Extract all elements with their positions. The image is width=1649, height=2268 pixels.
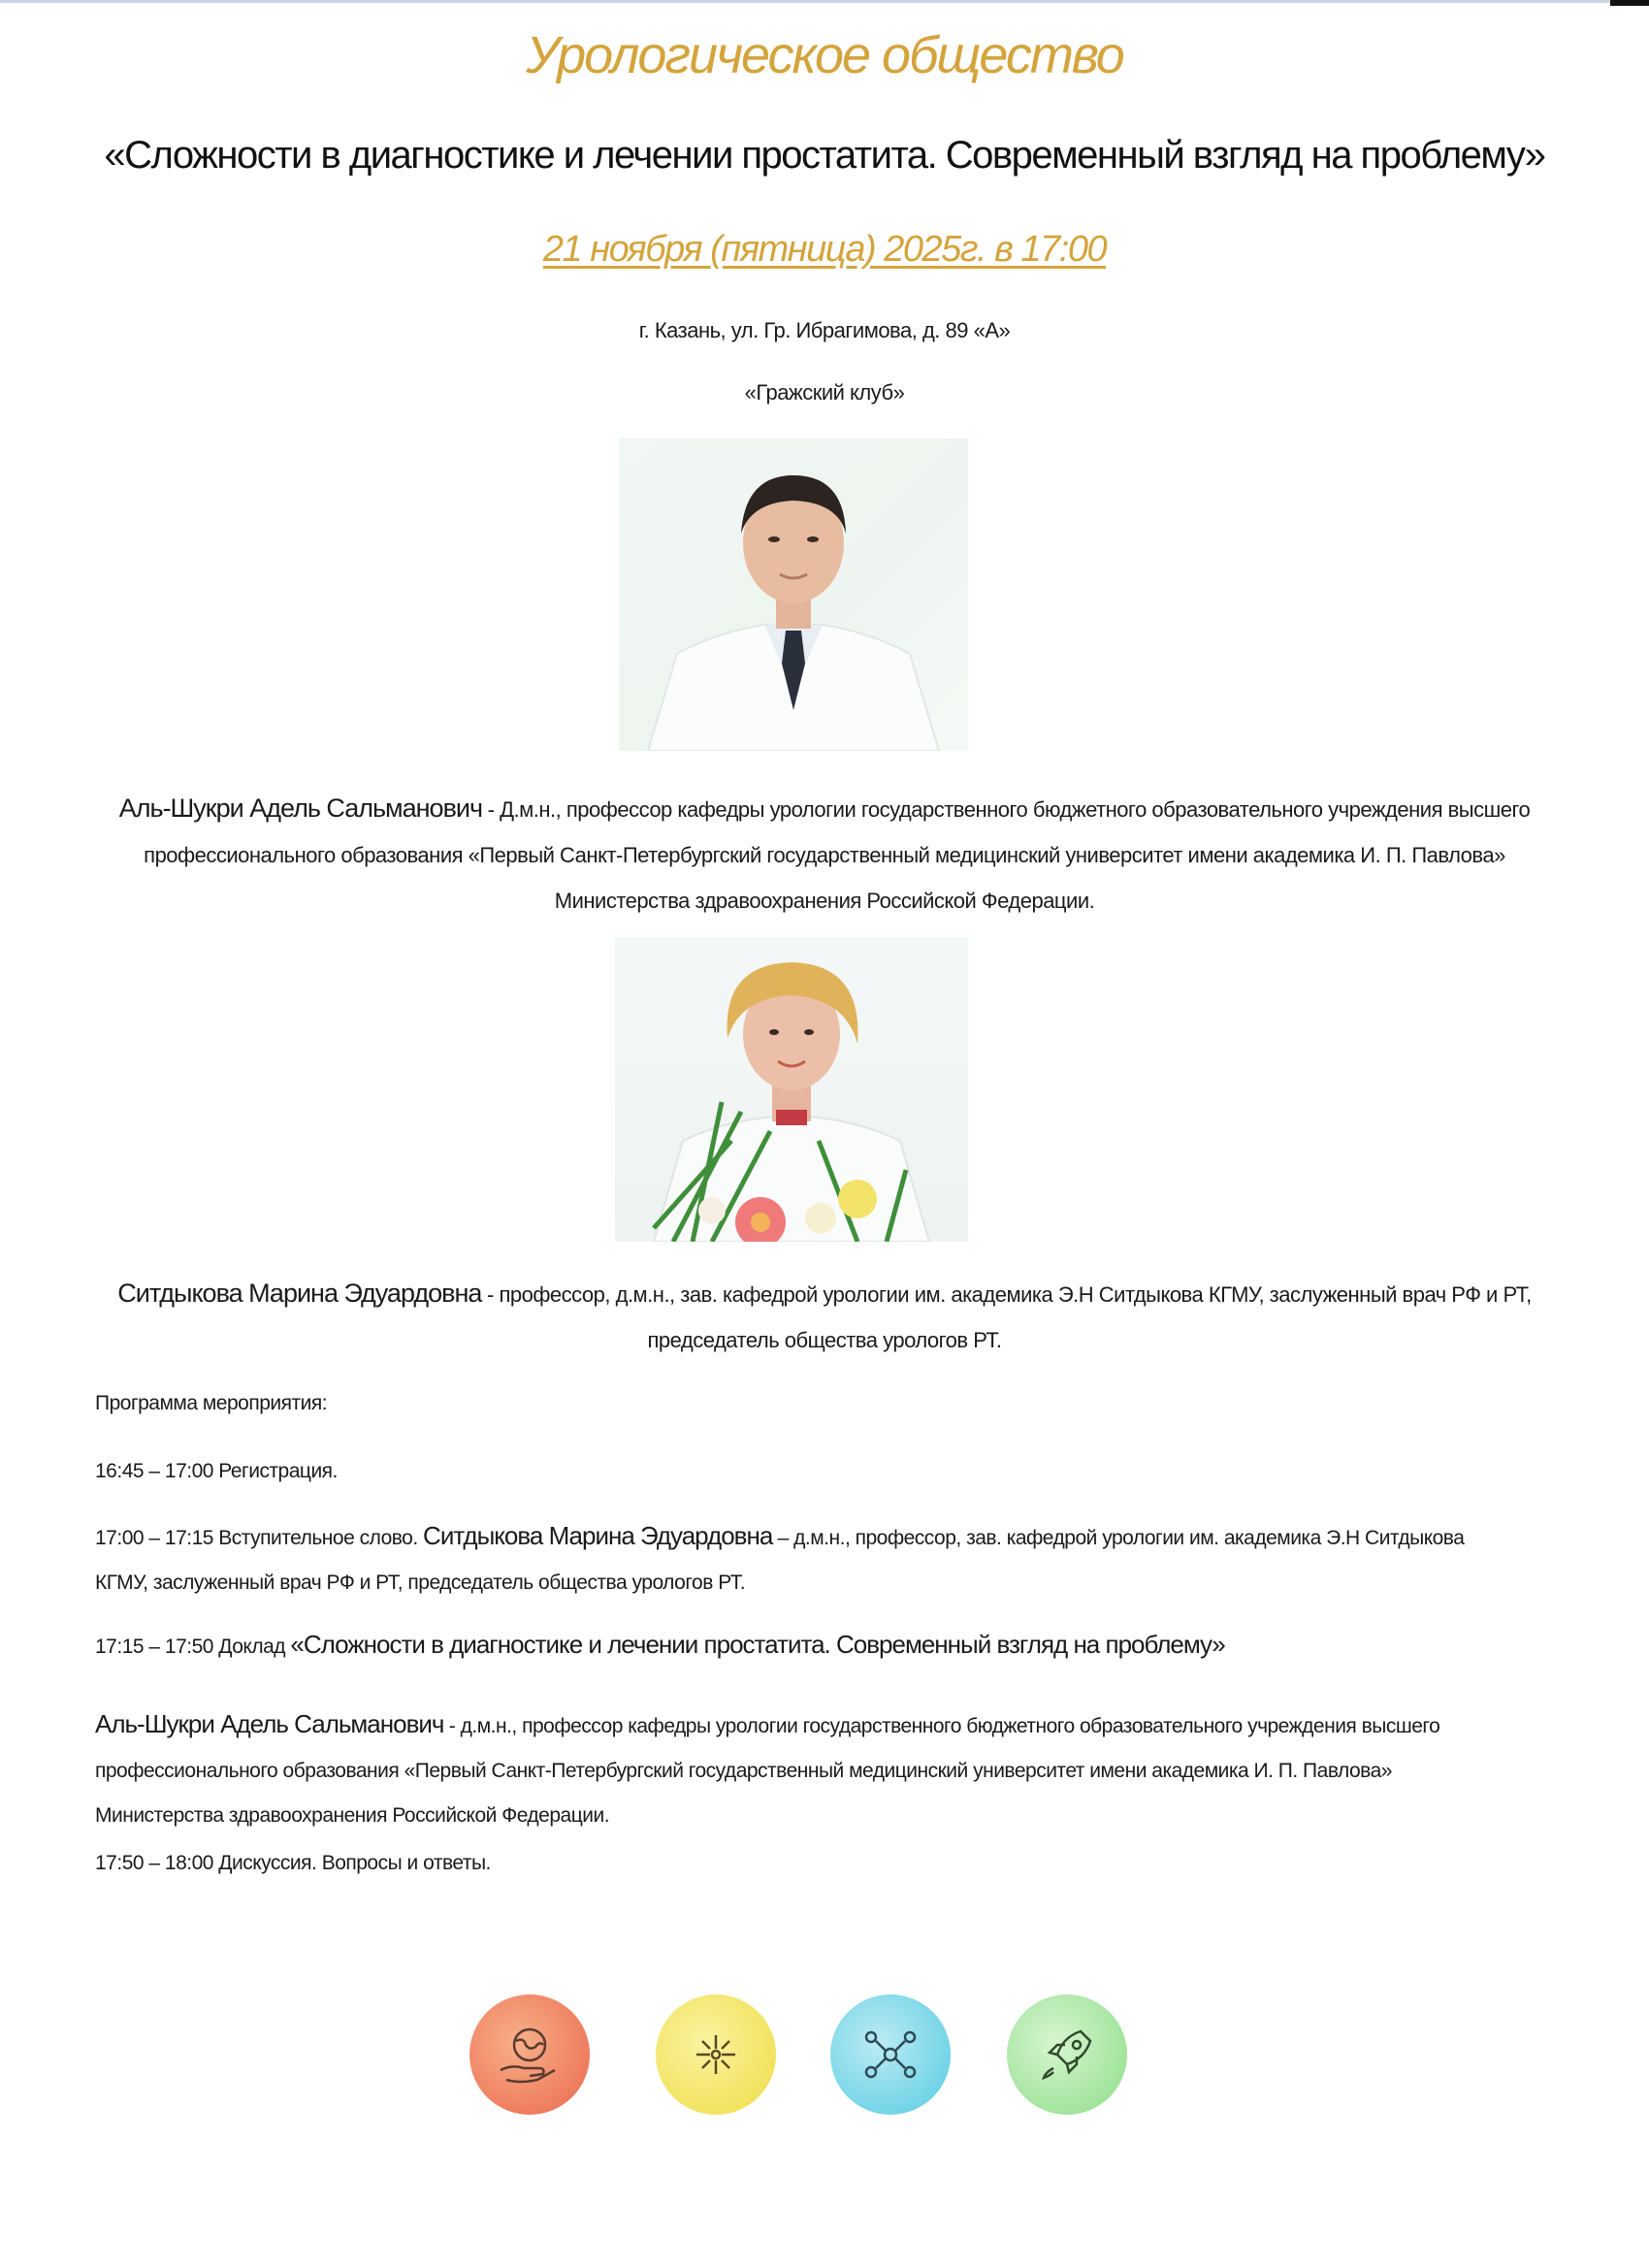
speaker-1-desc-1: - Д.м.н., профессор кафедры урологии государственного бюджетного образовательного учреждения высшего <box>482 797 1531 822</box>
speaker-2-desc-1: - профессор, д.м.н., зав. кафедрой урологии им. академика Э.Н Ситдыкова КГМУ, заслуженный врач РФ и РТ, <box>481 1282 1532 1307</box>
program-registration: 16:45 – 17:00 Регистрация. <box>95 1460 338 1482</box>
program-report <box>95 1622 1472 1669</box>
program-discussion: 17:50 – 18:00 Дискуссия. Вопросы и ответы. <box>95 1852 491 1874</box>
report-desc-1: - д.м.н., профессор кафедры урологии государственного бюджетного образовательного учреждения высшего <box>443 1715 1440 1737</box>
program-report-speaker <box>95 1701 1472 1838</box>
report-title: «Сложности в диагностике и лечении простатита. Современный взгляд на проблему» <box>290 1630 1225 1659</box>
rocket-icon <box>1007 1994 1127 2115</box>
report-speaker: Аль-Шукри Адель Сальманович <box>95 1709 444 1738</box>
event-venue: «Гражский клуб» <box>744 380 905 405</box>
program-intro <box>95 1513 1472 1605</box>
program-heading: Программа мероприятия: <box>95 1392 328 1414</box>
corner-mark <box>1610 0 1649 6</box>
sparkle-icon <box>656 1994 776 2115</box>
speaker-2-desc-2: председатель общества урологов РТ. <box>647 1328 1002 1352</box>
speaker-1-name: Аль-Шукри Адель Сальманович <box>118 794 483 823</box>
intro-time: 17:00 – 17:15 Вступительное слово. <box>95 1527 424 1549</box>
speaker-1-bio <box>0 786 1649 923</box>
globe-hand-icon <box>469 1994 590 2115</box>
intro-desc-2: КГМУ, заслуженный врач РФ и РТ, председатель общества урологов РТ. <box>95 1571 746 1594</box>
speaker-1-desc-3: Министерства здравоохранения Российской Федерации. <box>554 889 1095 913</box>
event-address: г. Казань, ул. Гр. Ибрагимова, д. 89 «А» <box>638 318 1011 342</box>
speaker-2-name: Ситдыкова Марина Эдуардовна <box>117 1279 482 1308</box>
speaker-1-photo <box>619 438 968 751</box>
report-desc-3: Министерства здравоохранения Российской Федерации. <box>95 1804 610 1827</box>
organization-title: Урологическое общество <box>526 26 1123 84</box>
report-desc-2: профессионального образования «Первый Санкт-Петербургский государственный медицинский университет имени академика И. П. Павлова» <box>95 1760 1392 1782</box>
report-time: 17:15 – 17:50 Доклад <box>95 1636 291 1658</box>
network-icon <box>830 1994 951 2115</box>
speaker-1-desc-2: профессионального образования «Первый Санкт-Петербургский государственный медицинский университет имени академика И. П. Павлова» <box>144 843 1505 867</box>
event-date: 21 ноября (пятница) 2025г. в 17:00 <box>542 229 1107 270</box>
intro-desc-1: – д.м.н., профессор, зав. кафедрой урологии им. академика Э.Н Ситдыкова <box>772 1527 1465 1549</box>
intro-speaker: Ситдыкова Марина Эдуардовна <box>423 1521 773 1550</box>
speaker-2-photo <box>615 937 968 1242</box>
speaker-2-bio <box>0 1271 1649 1363</box>
top-border <box>0 0 1649 3</box>
event-title: «Сложности в диагностике и лечении простатита. Современный взгляд на проблему» <box>104 134 1545 177</box>
